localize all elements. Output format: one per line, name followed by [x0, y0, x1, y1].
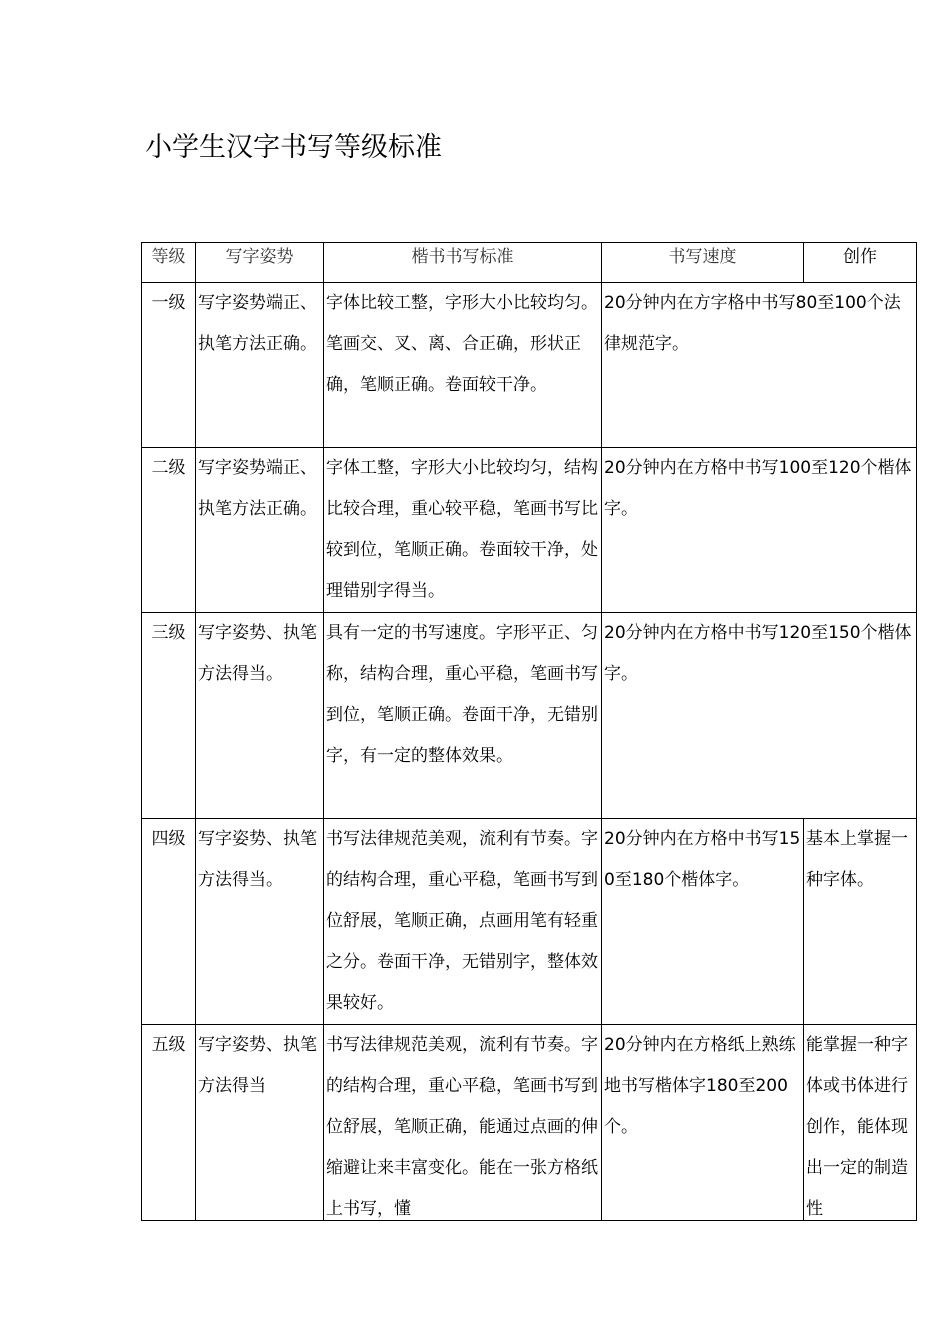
cell-level: 二级 [142, 448, 196, 613]
cell-standard-text: 书写法律规范美观，流利有节奏。字的结构合理，重心平稳，笔画书写到位舒展，笔顺正确，能通过点画的伸缩避让来丰富变化。能在一张方格纸上书写，懂 [326, 1035, 598, 1219]
header-level: 等级 [142, 243, 196, 283]
cell-level: 一级 [142, 283, 196, 448]
cell-level-text: 五级 [151, 1035, 186, 1055]
cell-speed [602, 1025, 804, 1221]
header-row [142, 243, 917, 283]
cell-standard: 书写法律规范美观，流利有节奏。字的结构合理，重心平稳，笔画书写到位舒展，笔顺正确，点画用笔有轻重之分。卷面干净，无错别字，整体效果较好。 [324, 819, 602, 1025]
cell-standard [324, 1025, 602, 1221]
cell-standard: 字体比较工整，字形大小比较均匀。笔画交、叉、离、合正确，形状正确，笔顺正确。卷面较干净。 [324, 283, 602, 448]
header-speed: 书写速度 [602, 243, 804, 283]
header-posture: 写字姿势 [196, 243, 324, 283]
cell-posture-text: 写字姿势、执笔方法得当 [198, 1035, 317, 1096]
cell-level [142, 1025, 196, 1221]
cell-posture: 写字姿势、执笔方法得当。 [196, 613, 324, 819]
cell-posture: 写字姿势、执笔方法得当。 [196, 819, 324, 1025]
table-row [142, 448, 917, 613]
cell-speed: 20分钟内在方格中书写100至120个楷体字。 [602, 448, 917, 613]
cell-standard: 具有一定的书写速度。字形平正、匀称，结构合理，重心平稳，笔画书写到位，笔顺正确。卷面干净，无错别字，有一定的整体效果。 [324, 613, 602, 819]
cell-speed: 20分钟内在方格中书写150至180个楷体字。 [602, 819, 804, 1025]
table-row [142, 613, 917, 819]
cell-level: 四级 [142, 819, 196, 1025]
cell-posture [196, 1025, 324, 1221]
page-title: 小学生汉字书写等级标准 [145, 132, 442, 163]
standards-table [141, 242, 917, 1221]
cell-creation: 基本上掌握一种字体。 [804, 819, 917, 1025]
table-row [142, 819, 917, 1025]
cell-creation-text: 能掌握一种字体或书体进行创作，能体现出一定的制造性 [806, 1035, 908, 1219]
table-row [142, 1025, 917, 1221]
cell-speed: 20分钟内在方字格中书写80至100个法律规范字。 [602, 283, 917, 448]
cell-standard: 字体工整，字形大小比较均匀，结构比较合理，重心较平稳，笔画书写比较到位，笔顺正确。卷面较干净，处理错别字得当。 [324, 448, 602, 613]
table-row [142, 283, 917, 448]
cell-level: 三级 [142, 613, 196, 819]
cell-speed-text: 20分钟内在方格纸上熟练地书写楷体字180至200个。 [604, 1035, 796, 1137]
header-standard: 楷书书写标准 [324, 243, 602, 283]
cell-posture: 写字姿势端正、执笔方法正确。 [196, 283, 324, 448]
header-creation: 创作 [804, 243, 917, 283]
cell-speed: 20分钟内在方格中书写120至150个楷体字。 [602, 613, 917, 819]
cell-creation [804, 1025, 917, 1221]
cell-posture: 写字姿势端正、执笔方法正确。 [196, 448, 324, 613]
